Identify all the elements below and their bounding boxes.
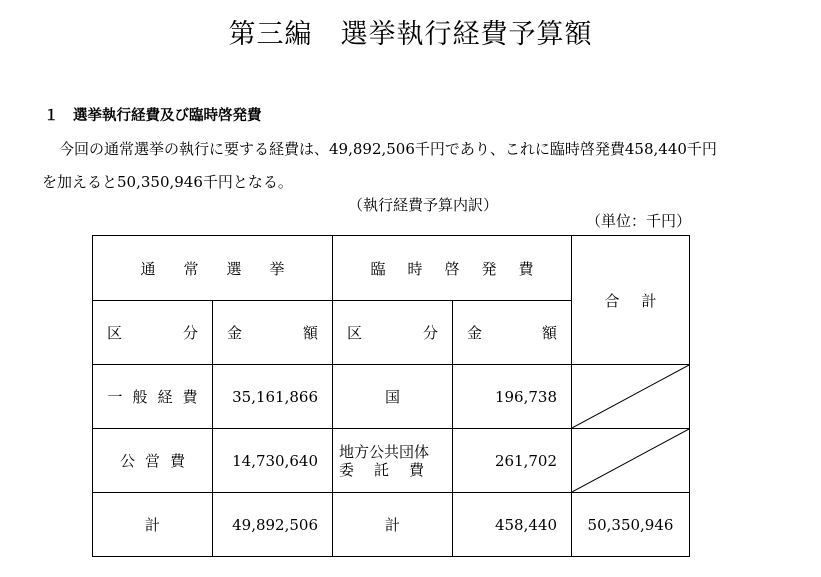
subheader-amount-temp (453, 301, 572, 365)
total-empty-diagonal (572, 365, 690, 429)
regular-amount-general: 35,161,866 (213, 365, 333, 429)
table-caption: （執行経費予算内訳） (348, 196, 499, 214)
regular-amount-public: 14,730,640 (213, 429, 333, 493)
subheader-char: 分 (422, 324, 438, 342)
subheader-char: 金 (467, 324, 483, 342)
diagonal-line (572, 365, 689, 428)
total-empty-diagonal (572, 429, 690, 493)
table-row (93, 365, 690, 429)
header-temporary-enlightenment: 臨時啓発費 (333, 236, 572, 301)
subheader-category-regular (93, 301, 213, 365)
temp-amount-subtotal: 458,440 (453, 493, 572, 557)
regular-label-subtotal: 計 (93, 493, 213, 557)
budget-table (92, 235, 690, 557)
temp-label-local-line2: 委託費 (339, 460, 445, 479)
subheader-char: 区 (107, 324, 123, 342)
header-total: 合計 (572, 236, 690, 365)
page-title: 第三編 選挙執行経費予算額 (228, 19, 593, 50)
temp-amount-local: 261,702 (453, 429, 572, 493)
grand-total: 50,350,946 (572, 493, 690, 557)
subheader-char: 分 (182, 324, 198, 342)
paragraph-line-2: を加えると50,350,946千円となる。 (42, 173, 293, 191)
temp-label-local-line1: 地方公共団体 (339, 442, 430, 461)
temp-label-local (333, 429, 453, 493)
paragraph-line-1: 今回の通常選挙の執行に要する経費は、49,892,506千円であり、これに臨時啓発費458,440千円 (59, 140, 717, 158)
header-regular-election: 通常選挙 (93, 236, 333, 301)
regular-label-general: 一般経費 (93, 365, 213, 429)
temp-label-subtotal: 計 (333, 493, 453, 557)
unit-label: （単位：千円） (586, 212, 692, 230)
subheader-amount-regular (213, 301, 333, 365)
diagonal-line (572, 429, 689, 492)
subheader-category-temp (333, 301, 453, 365)
regular-label-public: 公営費 (93, 429, 213, 493)
subheader-char: 額 (541, 324, 557, 342)
temp-amount-national: 196,738 (453, 365, 572, 429)
subheader-char: 額 (302, 324, 318, 342)
table-row (93, 493, 690, 557)
subheader-char: 区 (347, 324, 363, 342)
regular-amount-subtotal: 49,892,506 (213, 493, 333, 557)
subheader-char: 金 (227, 324, 243, 342)
table-row (93, 429, 690, 493)
section-heading: １ 選挙執行経費及び臨時啓発費 (44, 108, 262, 124)
table-header-row (93, 236, 690, 301)
temp-label-national: 国 (333, 365, 453, 429)
